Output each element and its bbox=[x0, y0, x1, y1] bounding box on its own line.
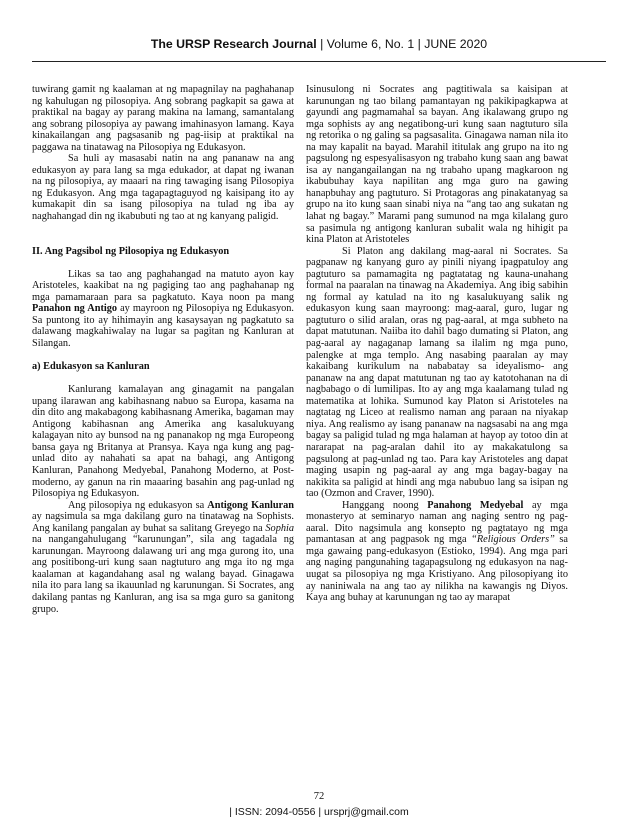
text-run: Hanggang noong bbox=[342, 499, 428, 511]
italic-term: Sophia bbox=[265, 522, 294, 534]
spacer bbox=[32, 373, 294, 385]
journal-title: The URSP Research Journal bbox=[150, 37, 317, 51]
running-header bbox=[0, 37, 638, 51]
paragraph: Isinusulong ni Socrates ang pagtitiwala sa kaisipan at karunungan ng tao bilang pamantayan ng pakikipagkapwa at gayundi ang pagmamahal sa bayan. Ang ikalawang grupo ng mga sophists ay ang negatibong-uri kung saan nagtuturo sila ng retorika o ng galing sa pagsasalita. Ginagawa naman nila ito na may kapalit na bayad. Marahil ititulak ang grupo na ito ng pagsulong ng espesyalisasyon ng trabaho kung saan ang bawat isa ay nangangailangan na ng trabaho upang magkaroon ng ikabubuhay kaya napilitan ang mga guro na gawing hanapbuhay ang pagtuturo. Si Protagoras ang pinakatanyag sa grupo na ito kung saan sinabi niya na “ang tao ang sukatan ng lahat ng bagay.” Marami pang sumunod na mga kilalang guro sa pasimula ng antigong kanluran subalit wala ng hihigit pa kina Platon at Aristoteles bbox=[306, 84, 568, 246]
text-run: Ang pilosopiya ng edukasyon sa bbox=[68, 499, 208, 511]
text-run: Likas sa tao ang paghahangad na matuto ayon kay Aristoteles, kaakibat na ng pagiging tao ang paghahanap ng mga pamamaraan para sa pagkatuto. Kaya noon pa mang bbox=[32, 268, 294, 303]
text-run: sa mga gawaing pang-edukasyon (Estioko, 1994). Ang mga pari ang naging pangunahing tagapagsulong ng edukasyon na nag-uugat sa pilosopiya ng mga Kristiyano. Ang pilosopiyang ito ay naniniwala na ang tao ay nilikha na kawangis ng Diyos. Kaya ang buhay at karunungan ng tao ay marapat bbox=[306, 534, 568, 604]
italic-term: “Religious Orders” bbox=[471, 534, 555, 546]
page-number: 72 bbox=[313, 791, 325, 802]
right-column bbox=[306, 84, 568, 604]
section-heading: II. Ang Pagsibol ng Pilosopiya ng Edukasyon bbox=[32, 245, 230, 257]
spacer bbox=[32, 349, 294, 361]
paragraph: Si Platon ang dakilang mag-aaral ni Socrates. Sa pagpanaw ng kanyang guro ay pinili niyang ipagpatuloy ang pagtuturo sa pamamagita ng pagtatatag ng kauna-unahang formal na paaralan na tinawag na Akademiya. Ang ibig sabihin ng formal ay katulad na ito ng kasalukuyang salik ng edukasyon kung saan mayroong: mag-aaral, guro, lugar ng pagtuturo o silid aralan, oras ng pag-aaral, at mga subheto na dapat matutunan. Naiiba ito dahil bago dumating si Platon, ang pag-aaral ay nagaganap lamang sa ilalim ng mga puno, palengke at mga templo. Ang nasabing paaralan ay may kakaibang kurikulum na nababatay sa ideyalismo- ang pananaw na ang dapat matutunan ng tao ay katotohanan na di nagbabago o di lumilipas. Ito ay ang mga kaalamang tulad ng matematika at lohika. Sumunod kay Platon si Aristoteles na nagtatag ng Liceo at realismo naman ang paraan na niyakap niya. Ang realismo ay isang pananaw na nagsasabi na ang mga bagay sa paligid tulad ng mga halaman at hayop ay totoo din at nararapat na pag-aralan dahil ito ay makakatulong sa pagsulong at pag-unlad ng tao. Para kay Aristoteles ang dapat maging usapin ng pag-aaral ay ang mga bagay-bagay na nakikita sa paligid at hindi ang mga nabubuo lang sa isipan ng tao (Ozmon and Craver, 1990). bbox=[306, 245, 568, 500]
text-run: ay mga monasteryo at seminaryo naman ang naging sentro ng pag-aaral. Dito nagsimula ang konsepto ng pagtatayo ng mga pamantasan at ang pagpasok ng mga bbox=[306, 499, 568, 546]
left-column bbox=[32, 84, 294, 615]
subsection-heading: a) Edukasyon sa Kanluran bbox=[32, 361, 150, 373]
paragraph bbox=[306, 500, 568, 604]
issue-info: Volume 6, No. 1 | JUNE 2020 bbox=[326, 37, 488, 51]
paragraph: tuwirang gamit ng kaalaman at ng mapagnilay na paghahanap ng kahulugan ng pilosopiya. Ang sobrang pagkapit sa gawa at praktikal na bagay ay parang makina na lamang, samantalang ang sobrang pilosopiya ay pawang imahinasyon lamang. Kaya kinakailangan ang pagsasanib ng pag-iisip at praktikal na paggawa na tinatawag na Pilosopiya ng Edukasyon. bbox=[32, 84, 294, 153]
text-run: ay mayroon ng Pilosopiya ng Edukasyon. Sa puntong ito ay hihimayin ang kasaysayan ng pagkatuto sa dalawang magkahiwalay na lugar sa pagitan ng Kanluran at Silangan. bbox=[32, 303, 294, 349]
text-run: na nangangahulugang “karunungan”, sila ang tagadala ng karunungan. Mayroong dalawang uri ang mga gurong ito, una ang positibong-uri kung saan nagtuturo ang mga ito ng mga kaalaman at kagandahang asal ng walang bayad. Ginagawa nila ito para lang sa ikauunlad ng karunungan. Si Socrates, ang dakilang pantas ng Kanluran, ang isa sa mga guro sa ganitong grupo. bbox=[32, 534, 294, 615]
paragraph: Kanlurang kamalayan ang ginagamit na pangalan upang ilarawan ang kabihasnang nabuo sa Europa, kasama na din dito ang makabagong kabihasnang Amerika, bagaman may Antigong kabihasnan ang Amerika ang kasalukuyang kalagayan nito ay bunsod na ng pananakop ng mga Europeong bansa gaya ng Britanya at Pransya. Kaya nga kung ang pag-unlad dito ay nahahati sa apat na bahagi, ang Antigong Kanluran, Panahong Medyebal, Panahong Moderno, at Post-moderno, ay ganun na rin maaaring basahin ang pag-unlad ng Pilosopiya ng Edukasyon. bbox=[32, 384, 294, 500]
paragraph bbox=[32, 269, 294, 350]
footer-contact: | ISSN: 2094-0556 | ursprj@gmail.com bbox=[229, 806, 409, 818]
header-divider bbox=[32, 61, 606, 62]
bold-term: Panahon ng Antigo bbox=[32, 303, 118, 315]
text-run: ay nagsimula sa mga dakilang guro na tinatawag na Sophists. Ang kanilang pangalan ay buhat sa salitang Greyego na bbox=[32, 511, 294, 534]
spacer bbox=[32, 223, 294, 246]
header-separator: | bbox=[320, 37, 324, 51]
bold-term: Antigong Kanluran bbox=[207, 499, 294, 511]
bold-term: Panahong Medyebal bbox=[427, 499, 524, 511]
spacer bbox=[32, 257, 294, 269]
paragraph bbox=[32, 500, 294, 615]
paragraph: Sa huli ay masasabi natin na ang pananaw na ang edukasyon ay para lang sa mga edukador, at dapat ng iwanan na ng pilosopiya, ay maaari na ring tawaging isang Pilosopiya ng Edukasyon. Ang mga tagapagtaguyod ng kaisipang ito ay kumakapit din sa isang pilosopiya na tulad ng iba ay naghahangad din ng ikabubuti ng tao at ng kanyang paligid. bbox=[32, 153, 294, 223]
